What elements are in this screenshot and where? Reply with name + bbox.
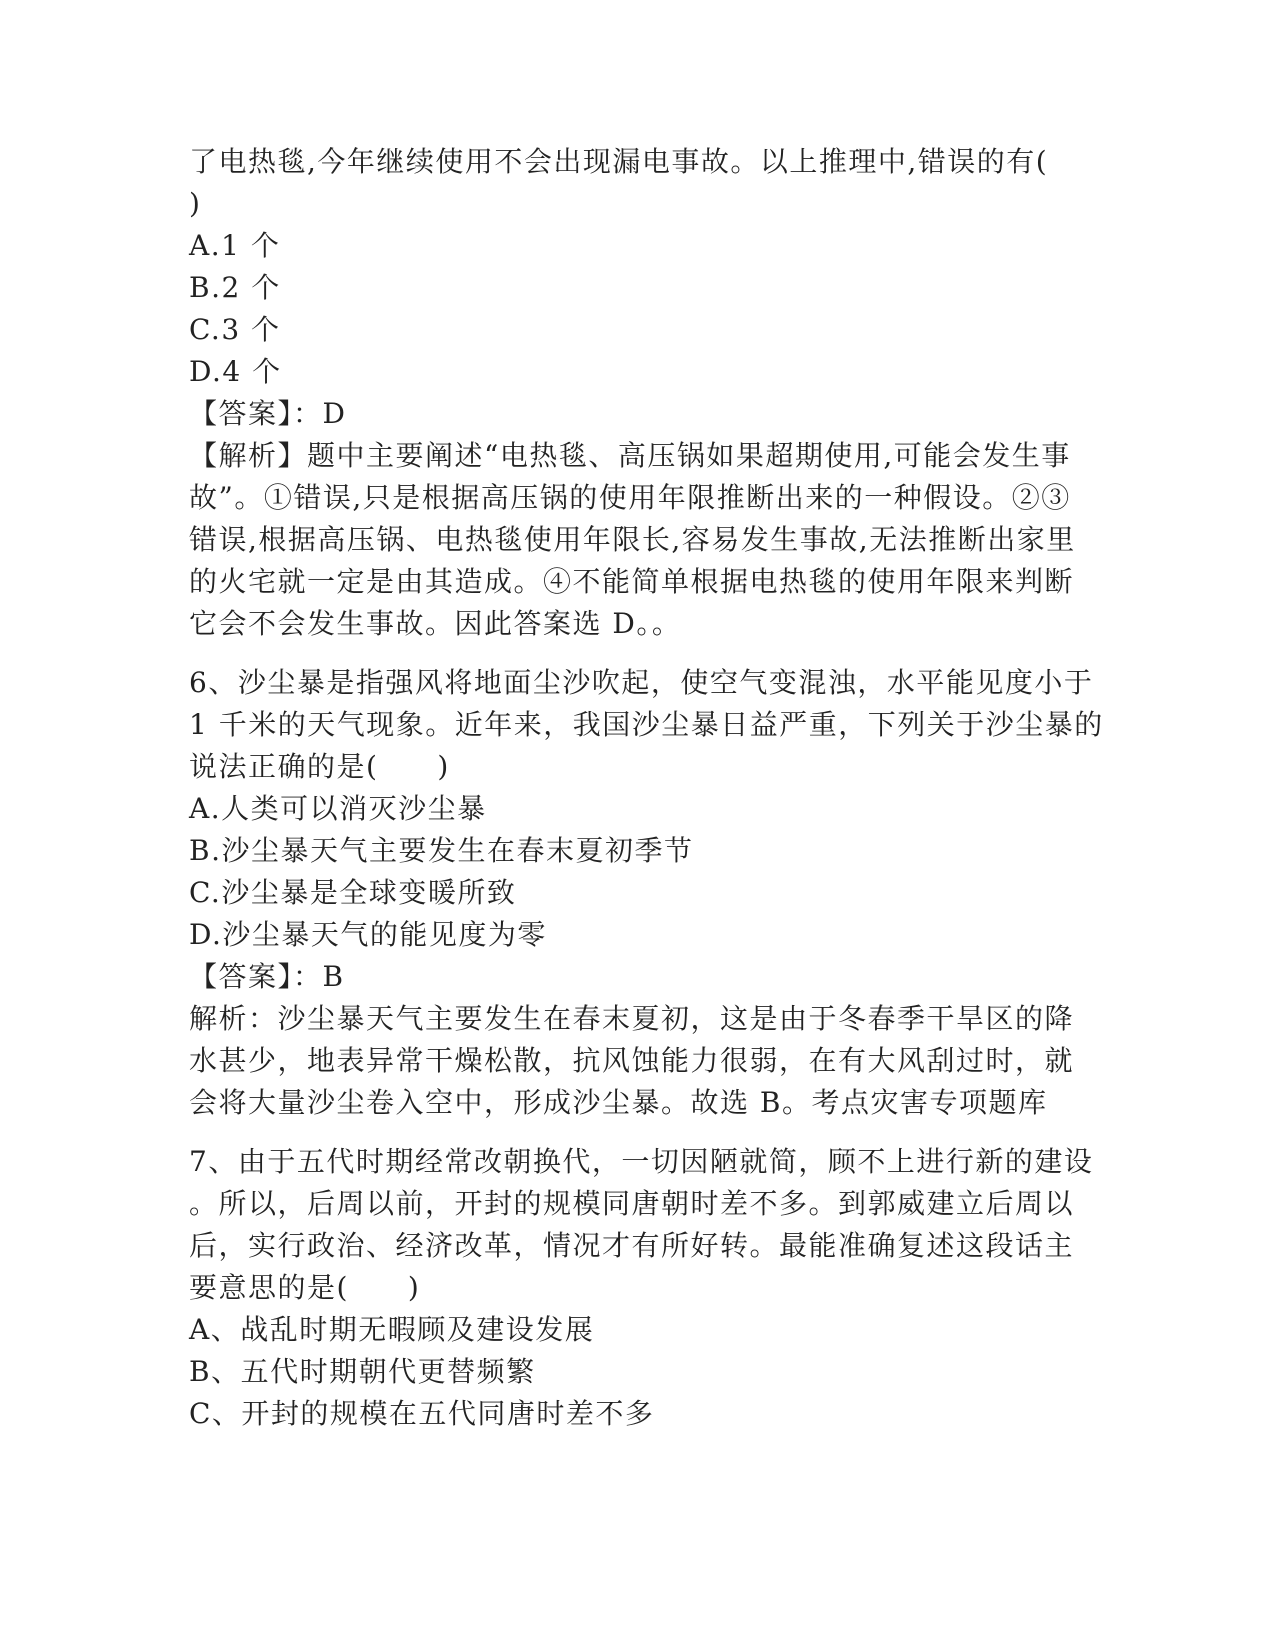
option-c: C、开封的规模在五代同唐时差不多 <box>189 1397 655 1430</box>
explanation-line: 故”。①错误,只是根据高压锅的使用年限推断出来的一种假设。②③ <box>189 481 1071 514</box>
option-a: A.人类可以消灭沙尘暴 <box>189 792 487 825</box>
question-stem-line: 后，实行政治、经济改革，情况才有所好转。最能准确复述这段话主 <box>189 1229 1075 1262</box>
question-stem-line: 7、由于五代时期经常改朝换代，一切因陋就简，顾不上进行新的建设 <box>189 1145 1094 1178</box>
question-stem-line: 要意思的是( ) <box>189 1271 421 1304</box>
explanation-line: 它会不会发生事故。因此答案选 D。。 <box>189 607 682 640</box>
option-c: C.沙尘暴是全球变暖所致 <box>189 876 517 909</box>
option-c: C.3 个 <box>189 313 281 346</box>
question-stem-line: ) <box>189 187 202 220</box>
explanation-line: 的火宅就一定是由其造成。④不能简单根据电热毯的使用年限来判断 <box>189 565 1075 598</box>
explanation-line: 会将大量沙尘卷入空中，形成沙尘暴。故选 B。考点灾害专项题库 <box>189 1086 1048 1119</box>
section-gap <box>189 1124 1089 1141</box>
question-stem-line: 了电热毯,今年继续使用不会出现漏电事故。以上推理中,错误的有( <box>189 145 1049 178</box>
question-stem-line: 说法正确的是( ) <box>189 750 450 783</box>
explanation-line: 错误,根据高压锅、电热毯使用年限长,容易发生事故,无法推断出家里 <box>189 523 1076 556</box>
option-b: B、五代时期朝代更替频繁 <box>189 1355 536 1388</box>
answer-line: 【答案】：D <box>189 397 347 430</box>
answer-line: 【答案】：B <box>189 960 345 993</box>
option-d: D.4 个 <box>189 355 282 388</box>
option-a: A.1 个 <box>189 229 281 262</box>
question-stem-line: 1 千米的天气现象。近年来，我国沙尘暴日益严重，下列关于沙尘暴的 <box>189 708 1104 741</box>
section-gap <box>189 645 1089 662</box>
question-7 <box>189 1141 1094 1435</box>
option-a: A、战乱时期无暇顾及建设发展 <box>189 1313 595 1346</box>
explanation-line: 水甚少，地表异常干燥松散，抗风蚀能力很弱，在有大风刮过时，就 <box>189 1044 1075 1077</box>
explanation-line: 【解析】题中主要阐述“电热毯、高压锅如果超期使用,可能会发生事 <box>189 439 1071 472</box>
question-5-continuation <box>189 141 1089 645</box>
option-b: B.2 个 <box>189 271 281 304</box>
option-b: B.沙尘暴天气主要发生在春末夏初季节 <box>189 834 694 867</box>
question-stem-line: 6、沙尘暴是指强风将地面尘沙吹起，使空气变混浊，水平能见度小于 <box>189 666 1094 699</box>
exam-page <box>189 141 1104 1435</box>
option-d: D.沙尘暴天气的能见度为零 <box>189 918 547 951</box>
explanation-line: 解析：沙尘暴天气主要发生在春末夏初，这是由于冬春季干旱区的降 <box>189 1002 1075 1035</box>
question-6 <box>189 662 1104 1124</box>
question-stem-line: 。所以，后周以前，开封的规模同唐朝时差不多。到郭威建立后周以 <box>189 1187 1075 1220</box>
